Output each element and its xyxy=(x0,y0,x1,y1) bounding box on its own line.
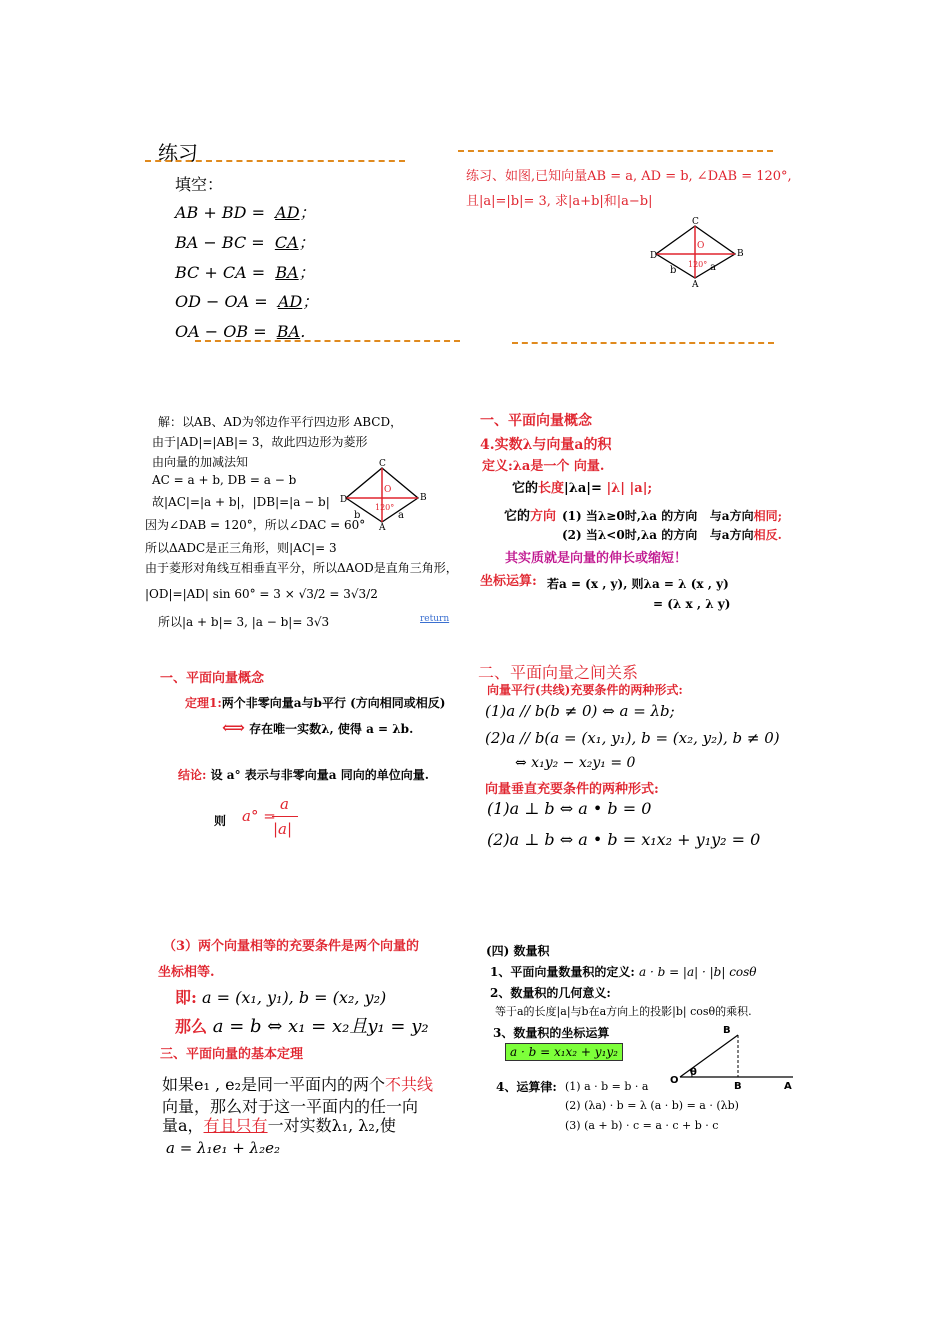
definition-line: 定义:λa是一个 向量. xyxy=(482,459,605,474)
parallel-form-2: (2)a // b(a = (x₁, y₁), b = (x₂, y₂), b ≠ 0) xyxy=(485,729,780,747)
equality-result: 那么 a = b ⇔ x₁ = x₂且y₁ = y₂ xyxy=(175,1016,429,1037)
rhombus-diagram xyxy=(650,217,744,290)
equality-line-1: （3）两个向量相等的充要条件是两个向量的 xyxy=(163,939,420,954)
coord-line-2: = (λ x , λ y) xyxy=(653,597,731,611)
solution-line-5: 故|AC|=|a + b|，|DB|=|a − b| xyxy=(152,495,330,509)
fill-row-1: AB + BD = AD； xyxy=(175,203,316,222)
diagram-label-o: O xyxy=(697,241,705,251)
concept-heading: 一、平面向量概念 xyxy=(480,413,592,429)
then-label: 则 xyxy=(214,814,227,828)
svg-text:θ: θ xyxy=(690,1067,697,1078)
dot-heading: (四) 数量积 xyxy=(486,944,550,958)
perpendicular-subheading: 向量垂直充要条件的两种形式: xyxy=(485,782,659,797)
length-line: 它的长度|λa|= |λ| |a|; xyxy=(512,481,653,496)
panel2-top-divider xyxy=(458,150,773,152)
direction-case-2: (2) 当λ<0时,λa 的方向 与a方向相反. xyxy=(562,528,782,542)
dot-item-2: 2、数量积的几何意义: xyxy=(490,986,611,1000)
coord-line-1: 若a = (x , y), 则λa = λ (x , y) xyxy=(547,577,729,591)
perpendicular-form-1: (1)a ⊥ b ⇔ a • b = 0 xyxy=(487,799,652,818)
dot-law-1: (1) a · b = b · a xyxy=(565,1080,649,1093)
svg-text:A: A xyxy=(784,1081,792,1092)
fill-row-4: OD − OA = AD； xyxy=(175,292,319,311)
title-divider xyxy=(145,160,405,162)
unit-vector-numerator: a xyxy=(280,795,289,813)
problem-line-2: 且|a|=|b|= 3, 求|a+b|和|a−b| xyxy=(466,194,653,209)
fill-row-3: BC + CA = BA； xyxy=(175,263,315,282)
solution-line-1: 解：以AB、AD为邻边作平行四边形 ABCD， xyxy=(158,415,403,429)
svg-text:B: B xyxy=(723,1025,731,1036)
fraction-bar xyxy=(272,816,298,817)
equality-line-2: 坐标相等. xyxy=(158,965,215,980)
theorem-line-1: 定理1:两个非零向量a与b平行 (方向相同或相反) xyxy=(185,696,446,710)
coord-label: 坐标运算: xyxy=(480,574,537,589)
svg-text:B: B xyxy=(420,493,427,503)
svg-text:b: b xyxy=(354,510,361,521)
vector-ob xyxy=(680,1035,738,1077)
diagram-label-d: D xyxy=(650,251,658,261)
direction-label: 它的方向 xyxy=(504,509,557,524)
problem-line-1: 练习、如图,已知向量AB = a, AD = b, ∠DAB = 120°, xyxy=(466,169,792,184)
unit-vector-lhs: a° = xyxy=(242,807,276,825)
dot-coord-formula: a · b = x₁x₂ + y₁y₂ xyxy=(505,1043,623,1061)
parallel-form-1: (1)a // b(b ≠ 0) ⇔ a = λb; xyxy=(485,702,675,720)
panel2-bottom-divider xyxy=(512,342,774,344)
diagram-label-b: B xyxy=(737,249,744,259)
solution-line-9: |OD|=|AD| sin 60° = 3 × √3/2 = 3√3/2 xyxy=(145,587,378,601)
solution-rhombus-diagram xyxy=(340,459,427,533)
direction-case-1: (1) 当λ≥0时,λa 的方向 与a方向相同; xyxy=(562,509,783,523)
solution-line-8: 由于菱形对角线互相垂直平分，所以ΔAOD是直角三角形， xyxy=(145,561,458,575)
solution-line-7: 所以ΔADC是正三角形，则|AC|= 3 xyxy=(145,541,337,555)
equality-given: 即: a = (x₁, y₁), b = (x₂, y₂) xyxy=(175,988,387,1007)
dot-law-2: (2) (λa) · b = λ (a · b) = a · (λb) xyxy=(565,1099,739,1112)
dot-law-3: (3) (a + b) · c = a · c + b · c xyxy=(565,1119,719,1132)
return-link[interactable]: return xyxy=(420,614,450,624)
fill-subtitle: 填空： xyxy=(175,175,224,194)
diagram-label-c: C xyxy=(692,217,699,227)
svg-text:A: A xyxy=(379,523,386,533)
solution-line-2: 由于|AD|=|AB|= 3，故此四边形为菱形 xyxy=(152,435,368,449)
svg-text:120°: 120° xyxy=(375,503,395,512)
fill-row-2: BA − BC = CA； xyxy=(175,233,315,252)
solution-line-3: 由向量的加减法知 xyxy=(152,455,249,469)
projection-diagram xyxy=(668,1025,798,1100)
basis-formula: a = λ₁e₁ + λ₂e₂ xyxy=(166,1139,280,1157)
svg-text:D: D xyxy=(340,495,348,505)
unit-vector-denominator: |a| xyxy=(273,820,293,838)
concept-heading-2: 一、平面向量概念 xyxy=(160,671,265,686)
basis-heading: 三、平面向量的基本定理 xyxy=(160,1047,304,1062)
basis-line-2: 向量，那么对于这一平面内的任一向 xyxy=(162,1097,419,1116)
fill-row-5: OA − OB = BA． xyxy=(175,322,317,341)
svg-text:a: a xyxy=(398,510,404,521)
solution-line-6: 因为∠DAB = 120°，所以∠DAC = 60° xyxy=(145,518,366,532)
diagram-vec-a: a xyxy=(710,262,716,273)
relations-heading: 二、平面向量之间关系 xyxy=(478,663,639,682)
svg-text:C: C xyxy=(379,459,386,469)
dot-item-4: 4、运算律: xyxy=(496,1080,557,1094)
panel1-bottom-divider xyxy=(195,340,460,342)
parallel-form-2b: ⇔ x₁y₂ − x₂y₁ = 0 xyxy=(515,755,636,771)
dot-item-1: 1、平面向量数量积的定义: a · b = |a| · |b| cosθ xyxy=(490,965,757,979)
basis-line-3: 量a，有且只有一对实数λ₁, λ₂,使 xyxy=(162,1116,396,1135)
svg-text:B: B xyxy=(734,1081,742,1092)
dot-item-2-text: 等于a的长度|a|与b在a方向上的投影|b| cosθ的乘积. xyxy=(495,1005,752,1018)
svg-text:O: O xyxy=(384,485,392,495)
solution-line-10: 所以|a + b|= 3, |a − b|= 3√3 xyxy=(158,615,330,629)
scalar-subheading: 4.实数λ与向量a的积 xyxy=(480,437,612,453)
basis-line-1: 如果e₁ , e₂是同一平面内的两个不共线 xyxy=(162,1075,434,1094)
practice-title: 练习 xyxy=(158,141,198,165)
essence-note: 其实质就是向量的伸长或缩短！ xyxy=(505,551,688,566)
dot-item-3: 3、数量积的坐标运算 xyxy=(493,1026,610,1040)
conclusion-line: 结论: 设 a° 表示与非零向量a 同向的单位向量. xyxy=(178,768,429,782)
perpendicular-form-2: (2)a ⊥ b ⇔ a • b = x₁x₂ + y₁y₂ = 0 xyxy=(487,830,761,849)
parallel-subheading: 向量平行(共线)充要条件的两种形式: xyxy=(487,683,683,697)
diagram-label-a: A xyxy=(692,280,699,290)
theorem-line-2: ⟺ 存在唯一实数λ, 使得 a = λb. xyxy=(222,718,414,737)
solution-line-4: AC = a + b, DB = a − b xyxy=(152,473,297,487)
diagram-angle: 120° xyxy=(688,260,708,269)
diagram-vec-b: b xyxy=(670,265,677,276)
svg-text:O: O xyxy=(670,1075,679,1086)
